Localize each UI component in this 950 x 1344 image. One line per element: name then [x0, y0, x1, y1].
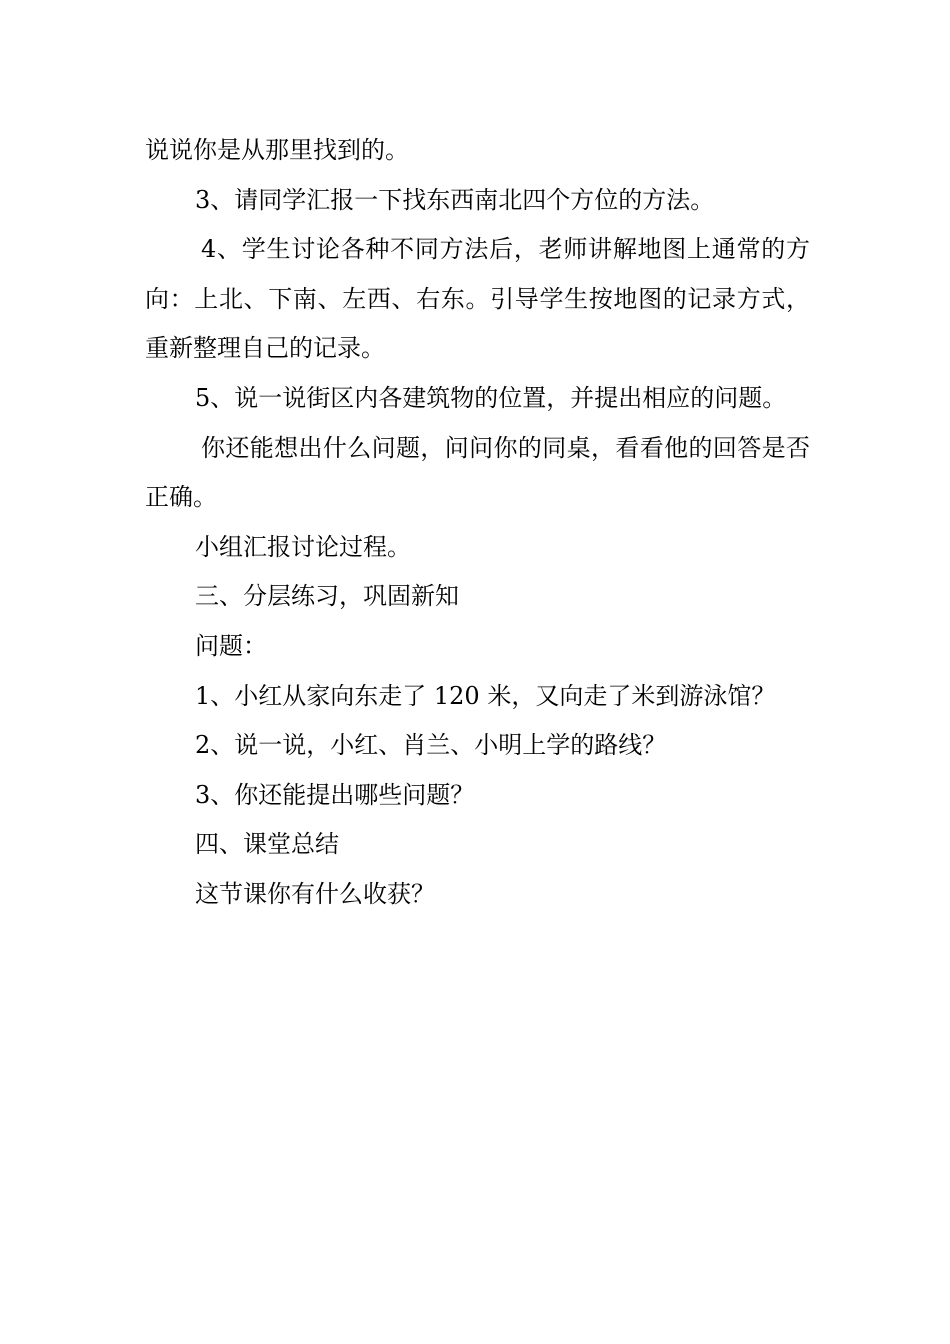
question-item-2: 2、说一说，小红、肖兰、小明上学的路线？: [195, 731, 667, 760]
paragraph-step-3: 3、请同学汇报一下找东西南北四个方位的方法。: [195, 185, 715, 214]
paragraph-questions-label: 问题：: [195, 631, 267, 660]
paragraph-summary-question: 这节课你有什么收获？: [195, 879, 435, 908]
paragraph-ask-deskmate: 你还能想出什么问题，问问你的同桌，看看他的回答是否正确。: [145, 433, 810, 512]
question-item-1: 1、小红从家向东走了 120 米，又向走了米到游泳馆？: [195, 681, 776, 710]
question-item-3: 3、你还能提出哪些问题？: [195, 780, 475, 809]
paragraph-step-5: 5、说一说街区内各建筑物的位置，并提出相应的问题。: [195, 383, 787, 412]
document-body: [145, 126, 810, 920]
paragraph-step-4: 4、学生讨论各种不同方法后，老师讲解地图上通常的方向：上北、下南、左西、右东。引导学生按地图的记录方式，重新整理自己的记录。: [145, 235, 810, 363]
paragraph-continuation: 说说你是从那里找到的。: [145, 136, 409, 164]
section-heading-practice: 三、分层练习，巩固新知: [195, 582, 459, 611]
paragraph-group-report: 小组汇报讨论过程。: [195, 532, 411, 561]
section-heading-summary: 四、课堂总结: [195, 830, 339, 859]
